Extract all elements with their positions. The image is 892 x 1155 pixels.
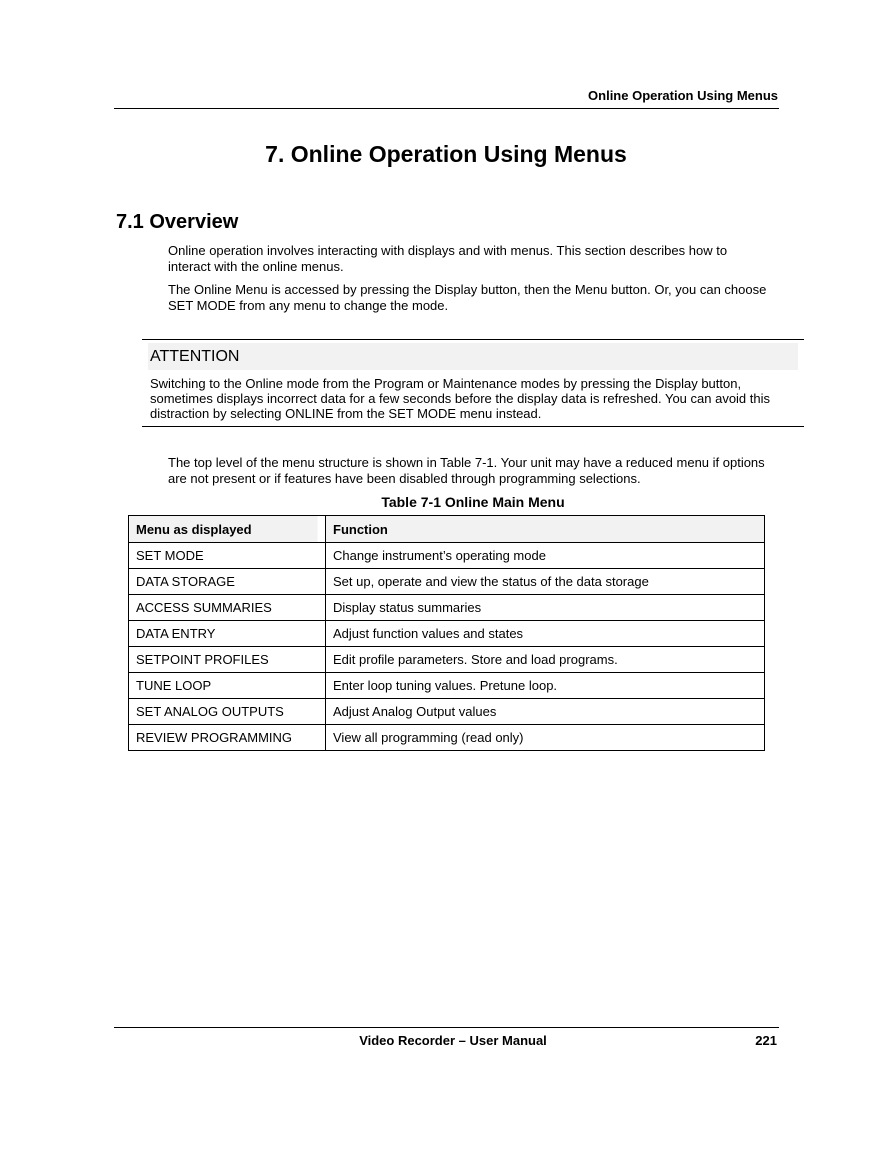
menu-cell: SET ANALOG OUTPUTS bbox=[129, 699, 326, 725]
function-cell: Enter loop tuning values. Pretune loop. bbox=[326, 673, 765, 699]
function-cell: Set up, operate and view the status of the data storage bbox=[326, 569, 765, 595]
footer-title: Video Recorder – User Manual bbox=[359, 1033, 547, 1048]
chapter-title: 7. Online Operation Using Menus bbox=[265, 141, 627, 167]
overview-paragraph-1: Online operation involves interacting with displays and with menus. This section describes how to interact with the online menus. bbox=[168, 243, 728, 274]
menu-cell: REVIEW PROGRAMMING bbox=[129, 725, 326, 751]
menu-cell: ACCESS SUMMARIES bbox=[129, 595, 326, 621]
header-rule bbox=[114, 108, 779, 109]
intro-paragraph: The top level of the menu structure is shown in Table 7-1. Your unit may have a reduced menu if options are not present or if features have been disabled through programming selections. bbox=[168, 455, 765, 486]
online-main-menu-table bbox=[128, 515, 765, 751]
function-cell: Adjust function values and states bbox=[326, 621, 765, 647]
header-function: Function bbox=[326, 516, 765, 543]
running-header: Online Operation Using Menus bbox=[588, 88, 778, 103]
attention-box bbox=[142, 339, 804, 427]
function-cell: View all programming (read only) bbox=[326, 725, 765, 751]
attention-text: Switching to the Online mode from the Program or Maintenance modes by pressing the Display button, sometimes displays incorrect data for a few seconds before the display data is refreshed. You can avoid this distraction by selecting ONLINE from the SET MODE menu instead. bbox=[150, 376, 771, 421]
table-row bbox=[129, 569, 765, 595]
function-cell: Display status summaries bbox=[326, 595, 765, 621]
table-caption: Table 7-1 Online Main Menu bbox=[381, 494, 565, 510]
header-menu-as-displayed: Menu as displayed bbox=[129, 516, 326, 543]
table-row bbox=[129, 543, 765, 569]
function-cell: Edit profile parameters. Store and load programs. bbox=[326, 647, 765, 673]
menu-cell: SETPOINT PROFILES bbox=[129, 647, 326, 673]
attention-heading: ATTENTION bbox=[148, 343, 798, 370]
menu-cell: TUNE LOOP bbox=[129, 673, 326, 699]
overview-paragraph-2: The Online Menu is accessed by pressing the Display button, then the Menu button. Or, you can choose SET MODE from any menu to change the mode. bbox=[168, 282, 767, 313]
table-row bbox=[129, 647, 765, 673]
footer-rule bbox=[114, 1027, 779, 1028]
section-title: 7.1 Overview bbox=[116, 211, 239, 233]
table-row bbox=[129, 595, 765, 621]
page-number: 221 bbox=[755, 1033, 777, 1048]
menu-cell: SET MODE bbox=[129, 543, 326, 569]
table-row bbox=[129, 725, 765, 751]
menu-cell: DATA ENTRY bbox=[129, 621, 326, 647]
table-row bbox=[129, 621, 765, 647]
menu-cell: DATA STORAGE bbox=[129, 569, 326, 595]
table-row bbox=[129, 673, 765, 699]
table-header-row bbox=[129, 516, 765, 543]
function-cell: Change instrument’s operating mode bbox=[326, 543, 765, 569]
function-cell: Adjust Analog Output values bbox=[326, 699, 765, 725]
table-row bbox=[129, 699, 765, 725]
